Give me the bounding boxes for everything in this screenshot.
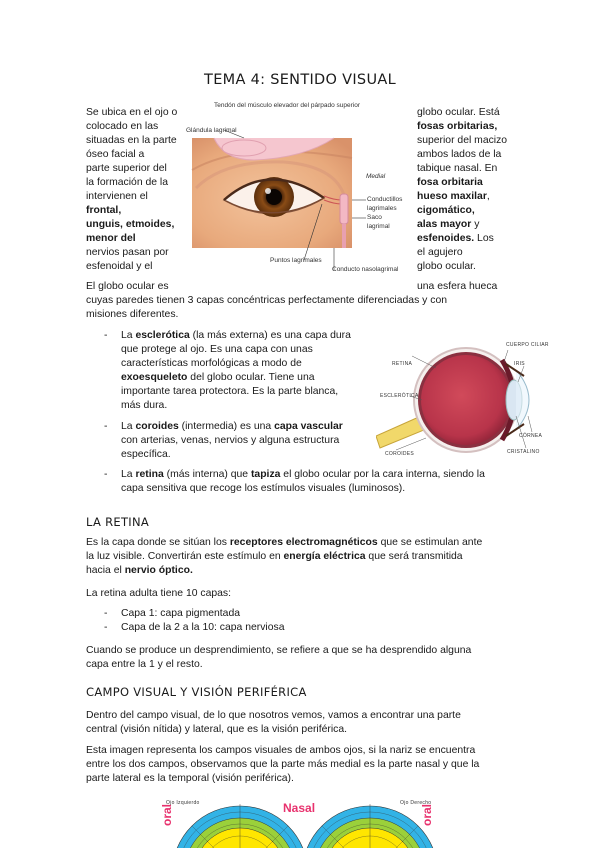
retina-p3-line: Cuando se produce un desprendimiento, se refiere a que se ha desprendido alguna (86, 645, 472, 656)
layer-line: La esclerótica (la más externa) es una capa dura (121, 330, 351, 341)
globe-left: El globo ocular es (86, 281, 169, 292)
label-retina: RETINA (392, 361, 413, 367)
intro-left-line: intervienen el (86, 191, 148, 202)
retina-p3-line: capa entre la 1 y el resto. (86, 659, 203, 670)
layer-line: específica. (121, 449, 171, 460)
bullet-marker: - (104, 469, 108, 480)
heading-campo-visual: CAMPO VISUAL Y VISIÓN PERIFÉRICA (86, 685, 307, 699)
label-temporal-left: oral (160, 803, 174, 826)
label-canaliculi-2: lagrimales (367, 205, 397, 212)
intro-left-line: Se ubica en el ojo o (86, 107, 178, 118)
intro-right-line: alas mayor y (417, 219, 480, 230)
bullet-marker: - (104, 330, 108, 341)
globe-line: cuyas paredes tienen 3 capas concéntricas perfectamente diferenciadas y con (86, 295, 447, 306)
label-right-eye: Ojo Derecho (400, 800, 432, 806)
layer-line: capa sensitiva que recoge los estímulos visuales (luminosos). (121, 483, 406, 494)
retina-item: Capa 1: capa pigmentada (121, 608, 241, 619)
bullet-marker: - (104, 608, 108, 619)
intro-right-line: hueso maxilar, (417, 191, 490, 202)
label-left-eye: Ojo Izquierdo (166, 800, 200, 806)
label-cornea: CÓRNEA (519, 433, 543, 439)
campo-p1-line: Dentro del campo visual, de lo que nosotros vemos, vamos a encontrar una parte (86, 710, 461, 721)
eye-lacrimal-illustration (184, 100, 416, 272)
retina-paragraph-2: La retina adulta tiene 10 capas: (86, 588, 231, 599)
intro-left-line: unguis, etmoides, (86, 219, 175, 230)
label-sac-1: Saco (367, 214, 382, 221)
intro-right-line: el agujero (417, 247, 463, 258)
campo-p2-line: parte lateral es la temporal (visión periférica). (86, 773, 294, 784)
intro-left-line: frontal, (86, 205, 122, 216)
right-eye-field (302, 804, 438, 848)
intro-right-line: superior del macizo (417, 135, 508, 146)
intro-right-line: globo ocular. (417, 261, 476, 272)
heading-retina: LA RETINA (86, 515, 150, 529)
campo-p1-line: central (visión nítida) y lateral, que es la visión periférica. (86, 724, 348, 735)
layer-line: más dura. (121, 400, 168, 411)
label-lens: CRISTALINO (507, 449, 540, 455)
intro-right-line: globo ocular. Está (417, 107, 500, 118)
label-sac-2: lagrimal (367, 223, 390, 230)
retina-p1-line: hacia el nervio óptico. (86, 565, 193, 576)
intro-right-line: fosa orbitaria (417, 177, 483, 188)
label-medial: Medial (366, 173, 386, 180)
intro-left-line: óseo facial a (86, 149, 145, 160)
campo-p2-line: entre los dos campos, observamos que la parte más medial es la parte nasal y que la (86, 759, 480, 770)
label-ciliary: CUERPO CILIAR (506, 342, 549, 348)
globe-line: misiones diferentes. (86, 309, 179, 320)
globe-right: una esfera hueca (417, 281, 498, 292)
layer-line: características morfológicas a modo de (121, 358, 302, 369)
intro-left-line: situadas en la parte (86, 135, 177, 146)
layer-line: con arterias, venas, nervios y alguna estructura (121, 435, 340, 446)
label-tendon: Tendón del músculo elevador del párpado superior (214, 102, 360, 109)
label-temporal-right: oral (420, 803, 434, 826)
intro-left-line: menor del (86, 233, 136, 244)
intro-right-line: cigomático, (417, 205, 475, 216)
label-gland: Glándula lagrimal (186, 127, 237, 134)
label-choroid: COROIDES (385, 451, 415, 457)
intro-left-line: nervios pasan por (86, 247, 169, 258)
campo-p2-line: Esta imagen representa los campos visuales de ambos ojos, si la nariz se encuentra (86, 745, 476, 756)
intro-right-line: ambos lados de la (417, 149, 502, 160)
intro-left-line: parte superior del (86, 163, 167, 174)
intro-left-line: colocado en las (86, 121, 159, 132)
layer-line: importante tarea protectora. Es la parte blanca, (121, 386, 339, 397)
bullet-marker: - (104, 622, 108, 633)
label-duct: Conducto nasolagrimal (332, 266, 399, 273)
intro-right-line: fosas orbitarias, (417, 121, 498, 132)
layer-line: La coroides (intermedia) es una capa vascular (121, 421, 343, 432)
retina-p1-line: la luz visible. Convertirán este estímulo en energía eléctrica que será transmitida (86, 551, 463, 562)
retina-item: Capa de la 2 a la 10: capa nerviosa (121, 622, 285, 633)
retina-p1-line: Es la capa donde se sitúan los receptores electromagnéticos que se estimulan ante (86, 537, 483, 548)
label-sclera: ESCLERÓTICA (380, 393, 419, 399)
page-title: TEMA 4: SENTIDO VISUAL (204, 72, 396, 88)
label-iris: IRIS (514, 361, 525, 367)
bullet-marker: - (104, 421, 108, 432)
intro-left-line: esfenoidal y el (86, 261, 153, 272)
intro-right-line: esfenoides. Los (417, 233, 494, 244)
layer-line: exoesqueleto del globo ocular. Tiene una (121, 372, 315, 383)
label-puncta: Puntos lagrimales (270, 257, 322, 264)
layer-line: que protege al ojo. Es una capa con unas (121, 344, 313, 355)
intro-right-line: tabique nasal. En (417, 163, 498, 174)
label-nasal: Nasal (283, 801, 316, 815)
intro-left-line: la formación de la (86, 177, 169, 188)
label-canaliculi-1: Conductillos (367, 196, 403, 203)
layer-line: La retina (más interna) que tapiza el globo ocular por la cara interna, siendo la (121, 469, 485, 480)
